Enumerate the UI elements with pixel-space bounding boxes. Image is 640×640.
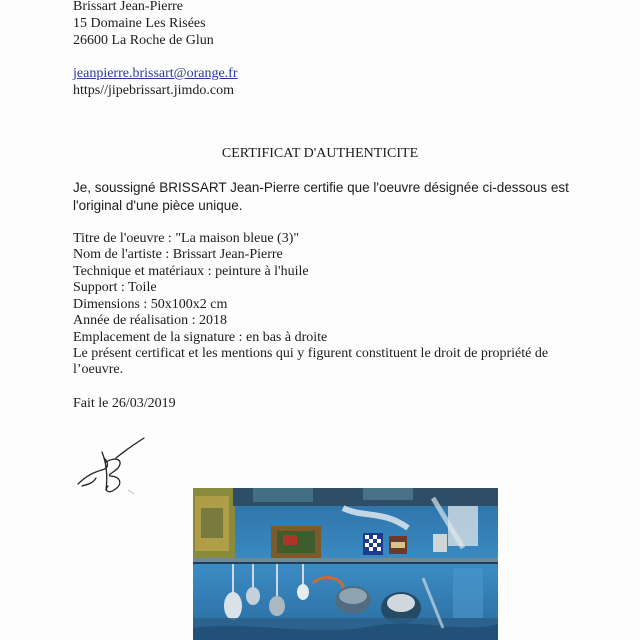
intro-line-2: l'original d'une pièce unique. (73, 198, 243, 213)
email-link[interactable]: jeanpierre.brissart@orange.fr (73, 66, 238, 81)
certificate-title: CERTIFICAT D'AUTHENTICITE (221, 146, 419, 161)
address-line-2: 26600 La Roche de Glun (73, 33, 214, 48)
rights-line-1: Le présent certificat et les mentions qui y figurent constituent le droit de propriété de (73, 346, 549, 361)
support: Support : Toile (73, 280, 157, 295)
year: Année de réalisation : 2018 (73, 313, 227, 328)
painting-image (193, 488, 498, 640)
rights-line-2: l’oeuvre. (73, 362, 124, 377)
intro-line-1: Je, soussigné BRISSART Jean-Pierre certifie que l'oeuvre désignée ci-dessous est (73, 180, 569, 195)
signature-date: Fait le 26/03/2019 (73, 396, 176, 411)
handwritten-signature (72, 432, 162, 502)
dimensions: Dimensions : 50x100x2 cm (73, 297, 228, 312)
technique: Technique et matériaux : peinture à l'huile (73, 264, 309, 279)
website-text: https//jipebrissart.jimdo.com (73, 83, 234, 98)
address-line-1: 15 Domaine Les Risées (73, 16, 206, 31)
artwork-title: Titre de l'oeuvre : "La maison bleue (3)" (73, 231, 300, 246)
artist-name: Nom de l'artiste : Brissart Jean-Pierre (73, 247, 283, 262)
artist-name-header: Brissart Jean-Pierre (73, 0, 184, 14)
signature-location: Emplacement de la signature : en bas à droite (73, 330, 328, 345)
